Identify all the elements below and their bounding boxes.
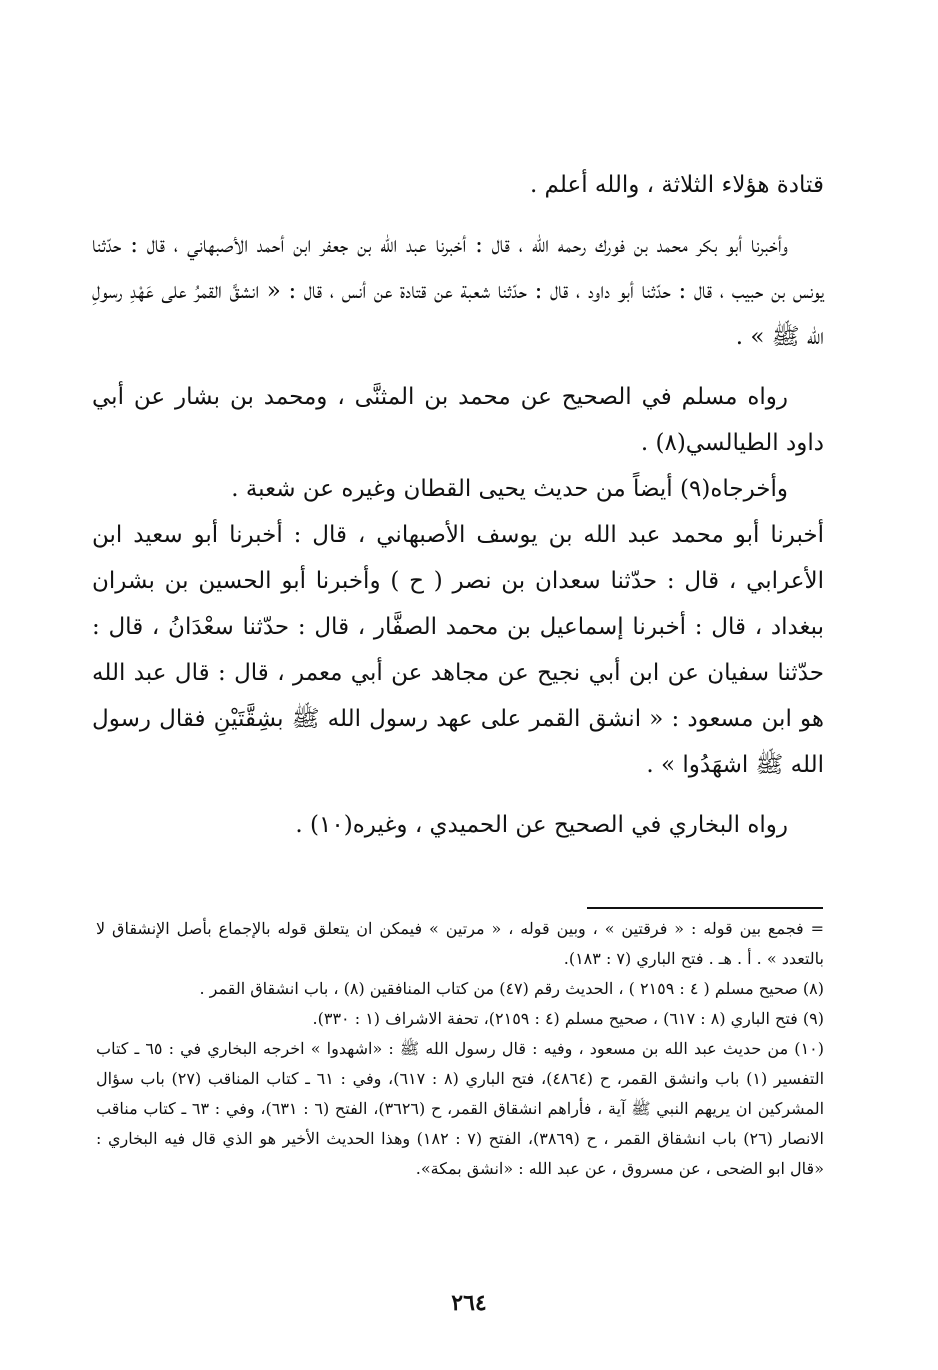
- footnotes: [96, 914, 824, 1184]
- footnote-9: (٩) فتح الباري (٨ : ٦١٧) ، صحيح مسلم (٤ : ٢١٥٩)، تحفة الاشراف (١ : ٣٣٠).: [312, 1009, 824, 1028]
- paragraph-4: وأخرجاه(٩) أيضاً من حديث يحيى القطان وغيره عن شعبة .: [231, 476, 788, 502]
- paragraph-5: أخبرنا أبو محمد عبد الله بن يوسف الأصبهاني ، قال : أخبرنا أبو سعيد ابن الأعرابي ، قال : حدّثنا سعدان بن نصر ( ح ) وأخبرنا أبو الحسين بن بشران ببغداد ، قال : أخبرنا إسماعيل بن محمد الصفَّار ، قال : حدّثنا سعْدَانُ ، قال : حدّثنا سفيان عن ابن أبي نجيح عن مجاهد عن أبي معمر ، قال : قال عبد الله هو ابن مسعود : « انشق القمر على عهد رسول الله ﷺ بشِقَّتَيْنِ فقال رسول الله ﷺ اشهَدُوا » .: [92, 522, 824, 778]
- paragraph-6: رواه البخاري في الصحيح عن الحميدي ، وغيره(١٠) .: [295, 812, 788, 838]
- footnote-8: (٨) صحيح مسلم ( ٤ : ٢١٥٩ ) ، الحديث رقم (٤٧) من كتاب المنافقين (٨) ، باب انشقاق القمر .: [199, 979, 824, 998]
- footnote-separator: [587, 907, 823, 909]
- main-text: [92, 162, 824, 848]
- paragraph-1: قتادة هؤلاء الثلاثة ، والله أعلم .: [529, 172, 824, 198]
- page-number: ٢٦٤: [451, 1290, 487, 1316]
- paragraph-2: وأخبرنا أبو بكر محمد بن فورك رحمه الله ، قال : أخبرنا عبد الله بن جعفر ابن أحمد الأصبهاني ، قال : حدّثنا يونس بن حبيب ، قال : حدّثنا أبو داود ، قال : حدّثنا شعبة عن قتادة عن أنس ، قال : « انشقَّ القمرُ على عَهْدِ رسولِ الله ﷺ » .: [92, 232, 824, 350]
- footnote-10: (١٠) من حديث عبد الله بن مسعود ، وفيه : قال رسول الله ﷺ : «اشهدوا » اخرجه البخاري في : ٦٥ ـ كتاب التفسير (١) باب وانشق القمر، ح (٤٨٦٤)، فتح الباري (٨ : ٦١٧)، وفي : ٦١ ـ كتاب المناقب (٢٧) باب سؤال المشركين ان يريهم النبي ﷺ آية ، فأراهم انشقاق القمر، ح (٣٦٢٦)، الفتح (٦ : ٦٣١)، وفي : ٦٣ ـ كتاب مناقب الانصار (٢٦) باب انشقاق القمر ، ح (٣٨٦٩)، الفتح (٧ : ١٨٢) وهذا الحديث الأخير هو الذي قال فيه البخاري : «قال ابو الضحى ، عن مسروق ، عن عبد الله : «انشق بمكة».: [96, 1039, 825, 1178]
- footnote-continued: = فجمع بين قوله : « فرقتين » ، وبين قوله ، « مرتين » فيمكن ان يتعلق قوله بالإجماع بأصل الإنشقاق لا بالتعدد » . أ . هـ . فتح الباري (٧ : ١٨٣).: [96, 919, 824, 968]
- paragraph-3: رواه مسلم في الصحيح عن محمد بن المثنَّى ، ومحمد بن بشار عن أبي داود الطيالسي(٨) .: [92, 384, 824, 456]
